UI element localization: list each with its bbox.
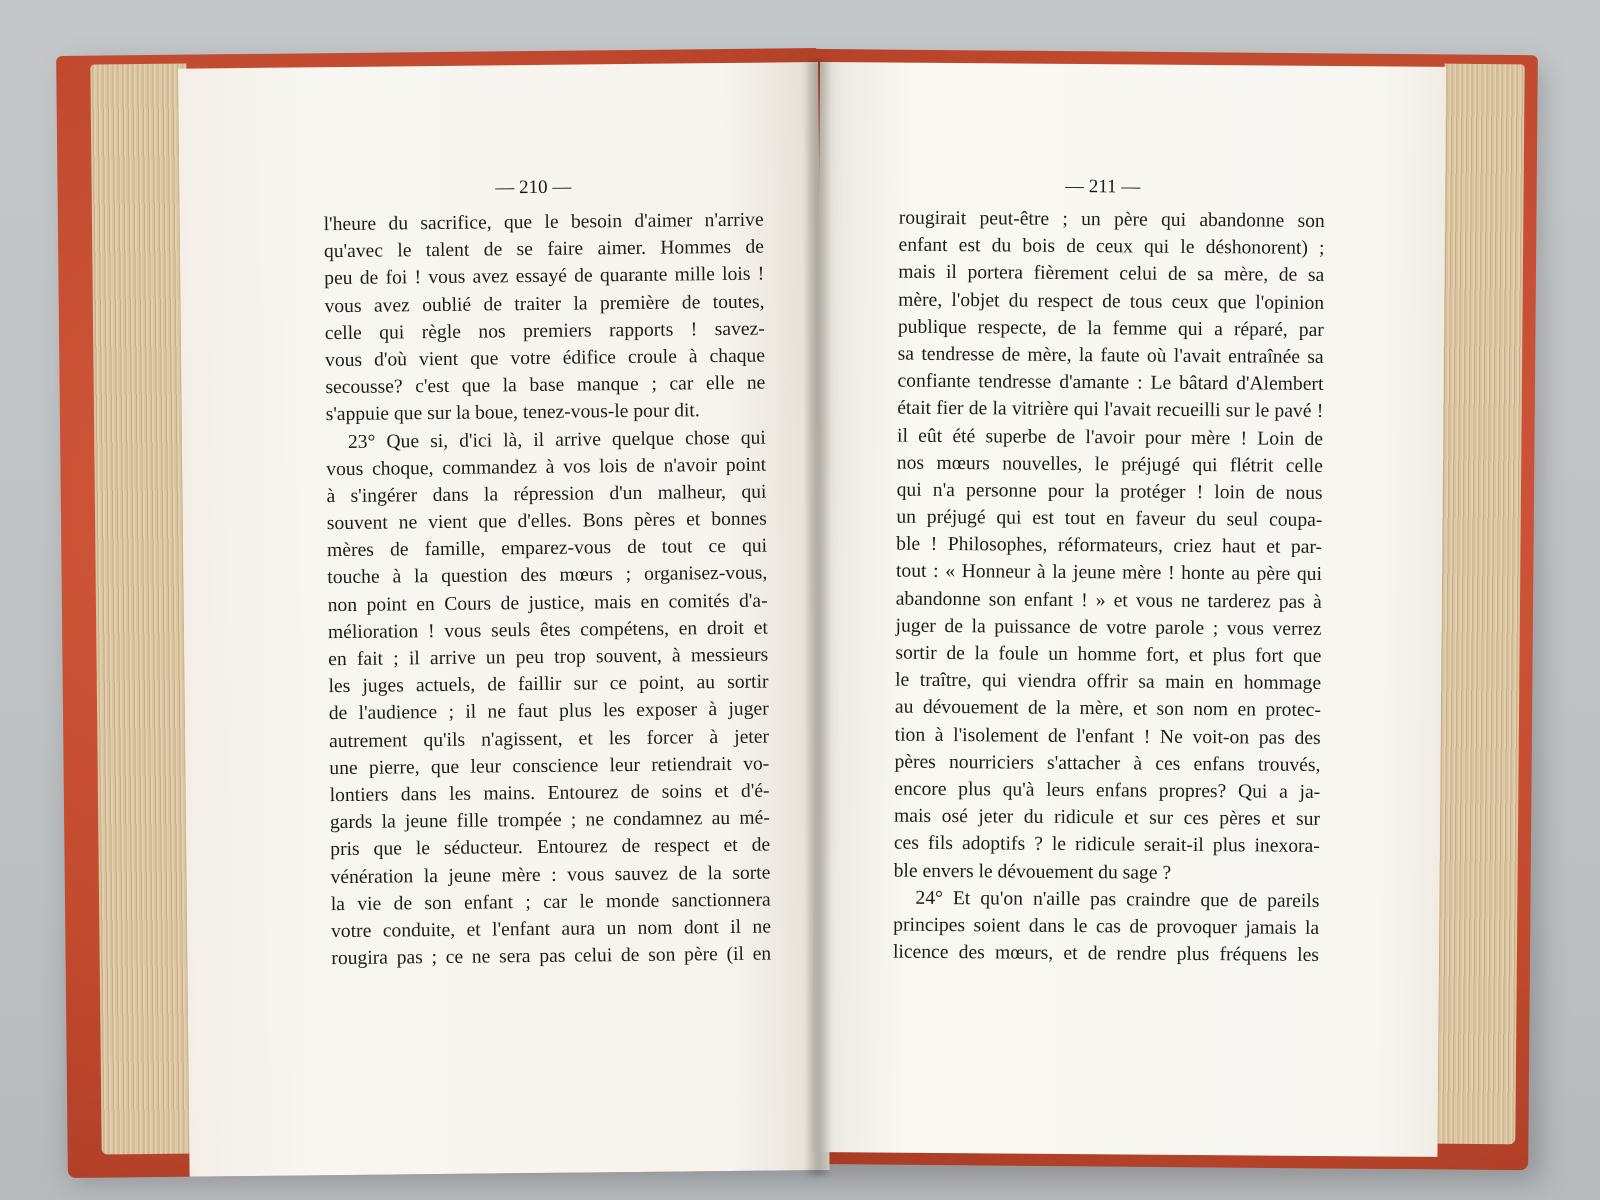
text-line: pères nourriciers s'attacher à ces enfans trouvés, — [894, 751, 1321, 776]
text-line: abandonne son enfant ! » et vous ne tarderez pas à — [895, 588, 1322, 613]
page-number-left: — 210 — — [495, 176, 572, 199]
left-page — [178, 62, 830, 1177]
text-line: confiante tendresse d'amante : Le bâtard d'Alembert — [897, 370, 1324, 396]
text-line: il eût été superbe de l'avoir pour mère ! Loin de — [896, 425, 1324, 450]
page-number-right: — 211 — — [1064, 175, 1141, 198]
text-line: vous choque, commandez à vos lois de n'avoir point — [326, 454, 767, 480]
text-line: lontiers dans les mains. Entourez de soins et d'é- — [329, 780, 770, 807]
text-line: touche à la question des mœurs ; organisez-vous, — [327, 562, 768, 589]
text-line: vous avez oublié de traiter la première de toutes, — [324, 291, 765, 317]
text-line: tion à l'isolement de l'enfant ! Ne voit-on pas des — [894, 724, 1321, 749]
text-line: un préjugé qui est tout en faveur du seul coupa- — [896, 506, 1323, 532]
text-line: mère, l'objet du respect de tous ceux que l'opinion — [898, 289, 1325, 314]
text-line: 23° Que si, d'ici là, il arrive quelque chose qui — [347, 427, 766, 453]
right-page — [811, 62, 1446, 1157]
text-line: celle qui règle nos premiers rapports ! savez- — [324, 318, 765, 344]
text-line: l'heure du sacrifice, que le besoin d'aimer n'arrive — [323, 209, 764, 236]
page-edges-right — [1435, 64, 1524, 1145]
text-line: mais il portera fièrement celui de sa mère, de sa — [898, 261, 1325, 287]
text-line: tout : « Honneur à la jeune mère ! honte au père qui — [895, 561, 1323, 586]
text-line: qu'avec le talent de se faire aimer. Hommes de — [323, 236, 765, 263]
text-line: s'appuie que sur la boue, tenez-vous-le pour dit. — [325, 400, 700, 426]
text-line: mélioration ! vous seuls êtes compétens, en droit et — [327, 617, 768, 643]
text-line: votre conduite, et l'enfant aura un nom dont il ne — [330, 916, 772, 943]
text-line: en fait ; il arrive un peu trop souvent, à messieurs — [328, 644, 769, 671]
text-line: 24° Et qu'on n'aille pas craindre que de pareils — [915, 887, 1320, 912]
text-line: la vie de son enfant ; car le monde sanctionnera — [330, 889, 771, 915]
text-line: licence des mœurs, et de rendre plus fréquens les — [892, 941, 1320, 967]
text-line: à s'ingérer dans la répression d'un malheur, qui — [326, 481, 767, 508]
text-line: publique respecte, de la femme qui a réparé, par — [897, 316, 1324, 341]
text-line: vénération la jeune mère : vous sauvez de la sorte — [330, 862, 771, 888]
text-line: gards la jeune fille trompée ; ne condamnez au mé- — [329, 807, 770, 834]
text-line: secousse? c'est que la base manque ; car elle ne — [325, 372, 766, 399]
text-line: ble ! Philosophes, réformateurs, criez haut et par- — [896, 533, 1323, 559]
text-line: de l'audience ; il ne faut plus les exposer à juger — [328, 698, 769, 725]
text-line: les juges actuels, de faillir sur ce point, au sortir — [328, 671, 769, 698]
text-line: au dévouement de la mère, et son nom en protec- — [894, 696, 1321, 722]
text-line: nos mœurs nouvelles, le préjugé qui flétrit celle — [896, 452, 1323, 477]
text-line: mais osé jeter du ridicule et sur ces pères et sur — [893, 805, 1321, 831]
text-line: rougira pas ; ce ne sera pas celui de son père (il en — [331, 943, 772, 970]
text-line: ces fils adoptifs ? le ridicule serait-il plus inexora- — [893, 832, 1320, 858]
text-line: principes soient dans le cas de provoquer jamais la — [893, 914, 1320, 939]
text-line: vous d'où vient que votre édifice croule à chaque — [324, 345, 766, 372]
text-line: était fier de la vitrière qui l'avait recueilli sur le pavé ! — [897, 397, 1324, 423]
text-line: rougirait peut-être ; un père qui abandonne son — [898, 207, 1325, 232]
text-line: le traître, qui viendra offrir sa main en hommage — [895, 669, 1322, 695]
text-line: souvent ne vient que d'elles. Bons pères et bonnes — [326, 508, 767, 535]
text-line: non point en Cours de justice, mais en comités d'a- — [327, 590, 768, 616]
text-line: pris que le séducteur. Entourez de respect et de — [330, 834, 771, 861]
text-line: ble envers le dévouement du sage ? — [893, 860, 1172, 884]
text-line: enfant est du bois de ceux qui le déshonorent) ; — [898, 234, 1325, 260]
text-line: autrement qu'ils n'agissent, et les forcer à jeter — [328, 726, 770, 752]
book-gutter — [806, 60, 830, 1176]
text-line: sa tendresse de mère, la faute où l'avait entraînée sa — [897, 343, 1324, 368]
text-line: juger de la puissance de votre parole ; vous verrez — [895, 615, 1322, 640]
left-page-text — [324, 207, 772, 973]
text-line: une pierre, que leur conscience leur retiendrait vo- — [329, 753, 770, 779]
text-line: encore plus qu'à leurs enfans propres? Qui a ja- — [894, 778, 1321, 803]
text-line: sortir de la foule un homme fort, et plus fort que — [895, 642, 1322, 667]
text-line: mères de famille, emparez-vous de tout ce qui — [326, 535, 768, 562]
text-line: qui n'a personne pour la protéger ! loin de nous — [896, 479, 1323, 504]
text-line: peu de foi ! vous avez essayé de quarante mille lois ! — [324, 263, 765, 290]
right-page-text — [893, 205, 1325, 970]
